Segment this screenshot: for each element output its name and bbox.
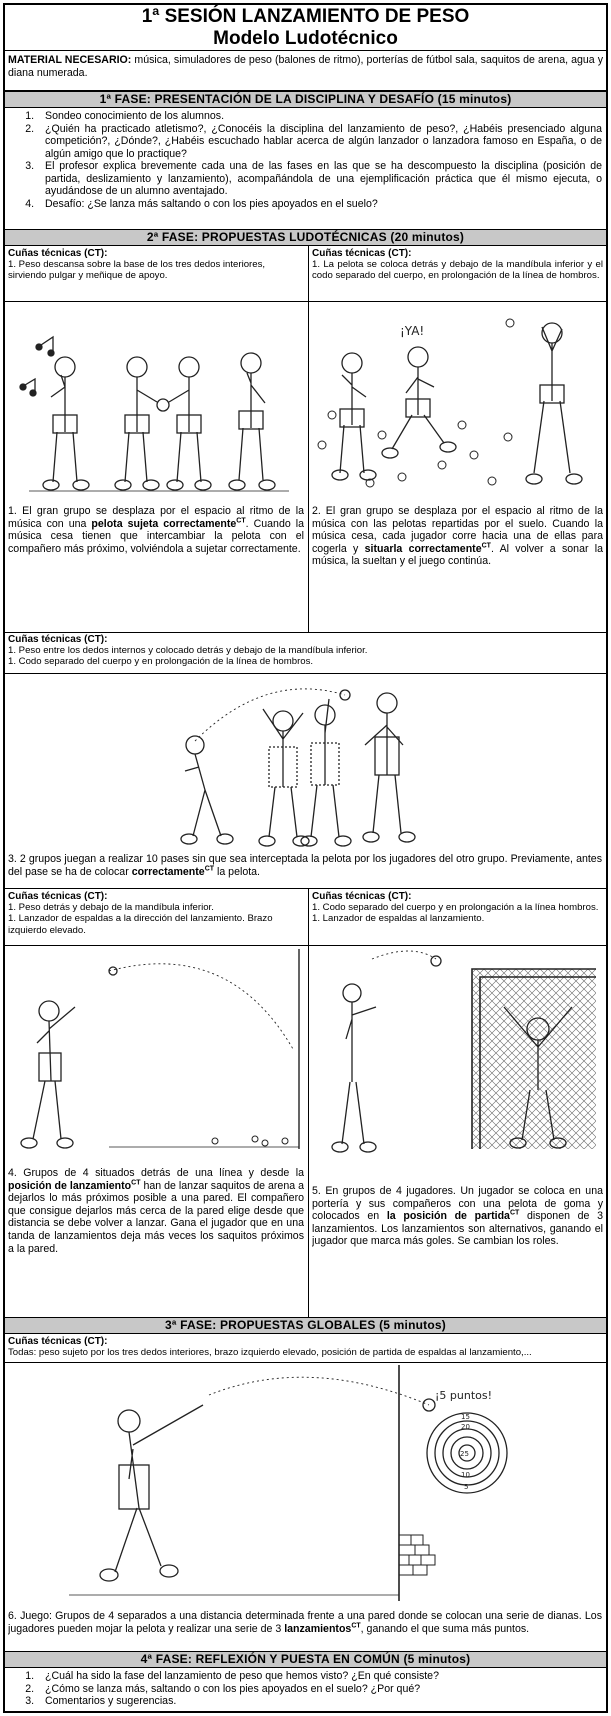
brick-wall-icon [399, 1535, 435, 1575]
student-figure [181, 736, 233, 844]
phase1-item: 1. Sondeo conocimiento de los alumnos. [37, 110, 602, 123]
block1-caption-left: 1. El gran grupo se desplaza por el espacio al ritmo de la música con una pelota sujeta correctamente$^{CT}$. Cuando la música cesa tienen que intercambiar la pelota con el compañero más próximo, volviéndola a sujetar correctamente. [8, 505, 304, 555]
target-score: 15 [461, 1413, 470, 1421]
block2-ct [8, 634, 602, 668]
phase1-item: 3. El profesor explica brevemente cada una de las fases en las que se ha descompuesto la disciplina (posición de partida, deslizamiento y lanzamiento), acompañándola de una ejemplificación práctica que él mismo ejecuta, o ayudándose de un alumno aventajado. [37, 160, 602, 198]
block1-ct-left [8, 248, 304, 282]
student-figure [43, 357, 89, 490]
phase3-heading: 3ª FASE: PROPUESTAS GLOBALES (5 minutos) [5, 1317, 606, 1334]
page-title: 1ª SESIÓN LANZAMIENTO DE PESO [141, 6, 470, 27]
block3-divider [308, 889, 309, 1317]
student-figure [301, 699, 351, 846]
shout-text: ¡YA! [400, 324, 425, 338]
block2-caption: 3. 2 grupos juegan a realizar 10 pases sin que sea interceptada la pelota por los jugadores del otro grupo. Previamente, antes del pase se ha de colocar correctamente$^{CT}$ la pelota. [8, 853, 602, 878]
block3-ct-left [8, 891, 304, 936]
illustration-goal-shot [312, 949, 604, 1159]
target-score: 10 [461, 1471, 470, 1479]
ct-text: 1. Codo separado del cuerpo y en prolongación de la línea de hombros. [8, 656, 314, 668]
target-shout-text: ¡5 puntos! [435, 1389, 493, 1402]
block3-caption-right: 5. En grupos de 4 jugadores. Un jugador se coloca en una portería y sus compañeros con una pelota de goma y colocados en la posición de partida$^{CT}$ disponen de 3 lanzamientos. Los lanzamientos son alternativos, ganando el jugador que marca más goles. Se cambian los roles. [312, 1185, 603, 1248]
phase3-ct-rule [5, 1362, 606, 1363]
title-box [5, 5, 606, 51]
ct-label: Cuñas técnicas (CT): [312, 248, 412, 259]
phase1-heading: 1ª FASE: PRESENTACIÓN DE LA DISCIPLINA Y DESAFÍO (15 minutos) [5, 91, 606, 108]
ct-text: 1. Lanzador de espaldas a la dirección del lanzamiento. Brazo izquierdo elevado. [8, 913, 273, 936]
session-sheet [3, 3, 608, 1713]
student-figure [100, 1405, 203, 1581]
illustration-target-wall [9, 1365, 605, 1605]
student-figure [115, 357, 159, 490]
block2-rule [5, 888, 606, 889]
music-note-icon [36, 337, 54, 356]
ct-label: Cuñas técnicas (CT): [8, 891, 108, 902]
phase1-list [13, 110, 602, 210]
phase2-heading: 2ª FASE: PROPUESTAS LUDOTÉCNICAS (20 minutos) [5, 229, 606, 246]
ct-label: Cuñas técnicas (CT): [8, 248, 108, 259]
goal-net-icon [472, 969, 596, 1149]
target-score: 20 [461, 1423, 470, 1431]
illustration-music-pass [9, 305, 305, 501]
phase4-list [13, 1670, 602, 1708]
ct-text: 1. Peso entre los dedos internos y colocado detrás y debajo de la mandíbula inferior. [8, 645, 368, 657]
student-figure [332, 353, 376, 480]
ball-icon [157, 399, 169, 411]
block2-ct-rule [5, 673, 606, 674]
block1-divider [308, 246, 309, 632]
phase4-heading: 4ª FASE: REFLEXIÓN Y PUESTA EN COMÚN (5 minutos) [5, 1651, 606, 1668]
ct-label: Cuñas técnicas (CT): [8, 634, 108, 645]
illustration-pass-game [155, 677, 455, 847]
block1-rule [5, 632, 606, 633]
block1-caption-right: 2. El gran grupo se desplaza por el espacio al ritmo de la música con las pelotas repartidas por el suelo. Cuando la música cesa, cada jugador corre hacia una de ellas para cogerla y situarla correctamente$^{CT}$. Al volver a sonar la música, la sueltan y el juego continúa. [312, 505, 603, 568]
ct-text: 1. Peso descansa sobre la base de los tres dedos interiores, sirviendo pulgar y meñique de apoyo. [8, 259, 266, 282]
phase3-ct [8, 1336, 602, 1358]
ct-text: 1. Codo separado del cuerpo y en prolongación a la línea hombros. [312, 902, 599, 914]
student-figure [382, 347, 456, 458]
ball-icon [431, 956, 441, 966]
block3-ct-rule [5, 945, 606, 946]
student-figure [229, 353, 275, 490]
phase3-caption: 6. Juego: Grupos de 4 separados a una distancia determinada frente a una pared donde se colocan una serie de dianas. Los jugadores pueden mojar la pelota y realizar una serie de 3 lanzamientos$^{CT}$, ganando el que suma más puntos. [8, 1610, 602, 1635]
student-figure [167, 357, 211, 490]
music-note-icon [20, 379, 36, 396]
ct-label: Cuñas técnicas (CT): [312, 891, 412, 902]
phase4-item: 2. ¿Cómo se lanza más, saltando o con los pies apoyados en el suelo? ¿Por qué? [37, 1683, 602, 1696]
target-score: 5 [464, 1483, 469, 1491]
phase4-item: 3. Comentarios y sugerencias. [37, 1695, 602, 1708]
page-subtitle: Modelo Ludotécnico [213, 28, 398, 49]
student-figure [363, 693, 415, 842]
block1-ct-right [312, 248, 603, 282]
illustration-balls-floor [312, 305, 604, 495]
ct-label: Cuñas técnicas (CT): [8, 1336, 108, 1347]
block3-caption-left: 4. Grupos de 4 situados detrás de una línea y desde la posición de lanzamiento$^{CT}$ han de lanzar saquitos de arena a dejarlos lo más próximos posible a una pared. El compañero que consigue dejarlos más cerca de la pared elige desde que distancia se debe volver a lanzar. Gana el jugador que en una tanda de lanzamientos deja más veces los saquitos próximos a la pared. [8, 1167, 304, 1255]
ct-text: Todas: peso sujeto por los tres dedos interiores, brazo izquierdo elevado, posición de partida de espaldas al lanzamiento,... [8, 1347, 532, 1359]
dartboard-icon [427, 1413, 507, 1493]
student-figure [526, 323, 582, 484]
material-list: música, simuladores de peso (balones de ritmo), porterías de fútbol sala, saquitos de arena, agua y diana numerada. [8, 54, 603, 79]
target-score: 25 [460, 1450, 469, 1458]
block3-ct-right [312, 891, 603, 925]
material-text [8, 54, 603, 79]
student-figure [259, 709, 309, 846]
ball-icon [318, 319, 514, 487]
phase4-item: 1. ¿Cuál ha sido la fase del lanzamiento de peso que hemos visto? ¿En qué consiste? [37, 1670, 602, 1683]
sandbag-icon [212, 1136, 288, 1146]
student-figure [21, 1001, 75, 1148]
material-box [5, 51, 606, 91]
material-label: MATERIAL NECESARIO: [8, 54, 132, 66]
phase1-item: 4. Desafío: ¿Se lanza más saltando o con los pies apoyados en el suelo? [37, 198, 602, 211]
ct-text: 1. La pelota se coloca detrás y debajo de la mandíbula inferior y el codo separado del cuerpo, en prolongación de la línea de hombros. [312, 259, 603, 282]
student-figure [332, 984, 376, 1152]
ct-text: 1. Peso detrás y debajo de la mandíbula inferior. [8, 902, 214, 914]
block1-ct-rule [5, 301, 606, 302]
phase1-item: 2. ¿Quién ha practicado atletismo?, ¿Conocéis la disciplina del lanzamiento de peso?, ¿Habéis presenciado alguna competición?, ¿Dónde?, ¿Habéis escuchado hablar acerca de algún lanzador o lanzadora famoso en España, o de algún amigo que lo practique? [37, 123, 602, 161]
illustration-sandbag-wall [9, 949, 305, 1159]
ct-text: 1. Lanzador de espaldas al lanzamiento. [312, 913, 485, 925]
